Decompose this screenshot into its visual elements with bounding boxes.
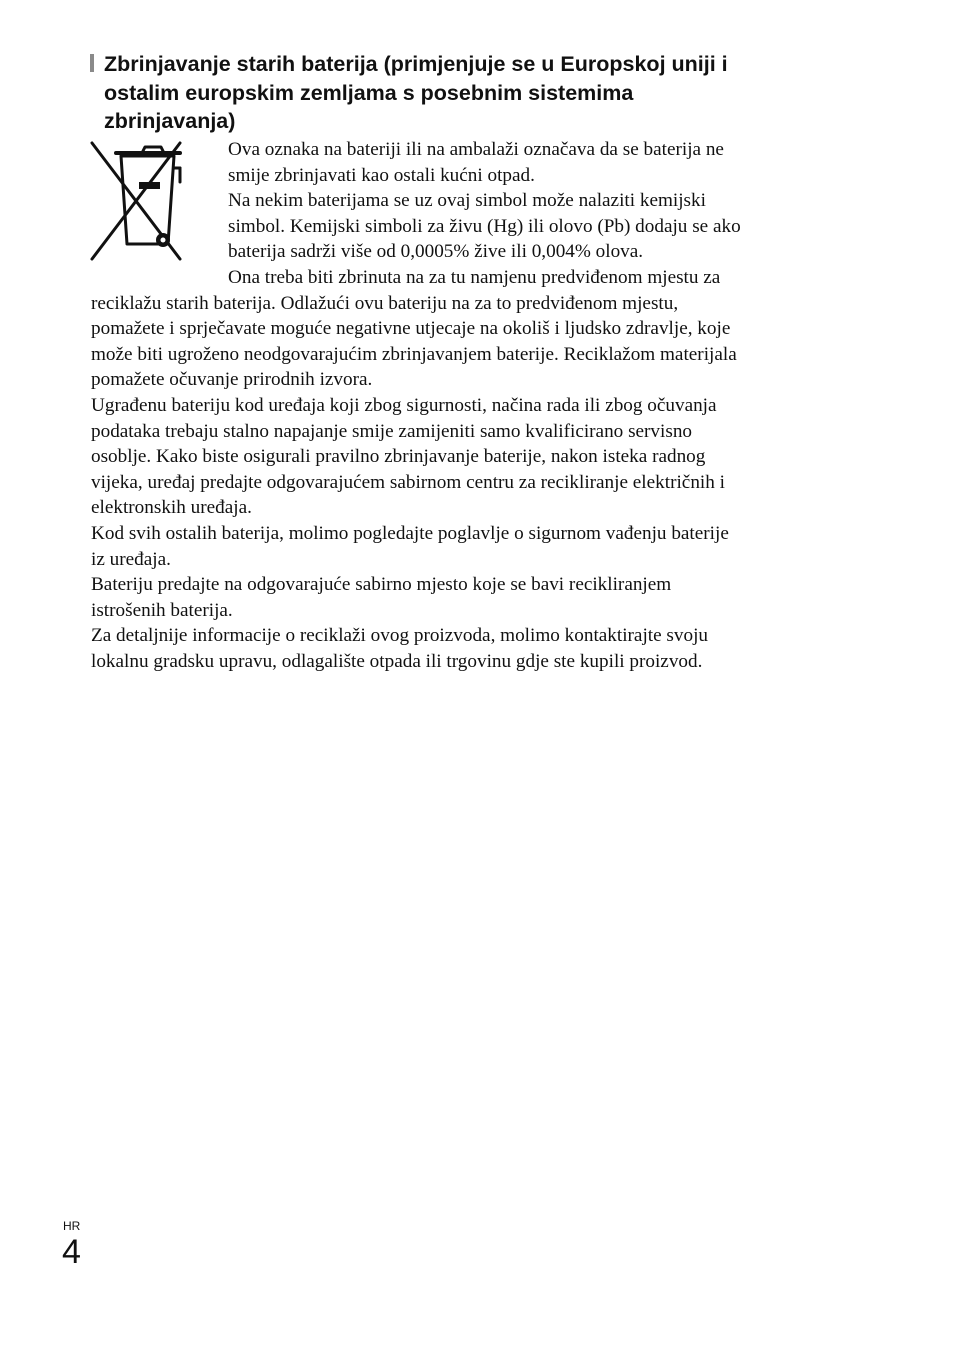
- language-code: HR: [63, 1219, 81, 1233]
- body-line: Ova oznaka na bateriji ili na ambalaži označava da se baterija ne: [228, 139, 724, 160]
- body-line: istrošenih baterija.: [91, 599, 233, 621]
- body-line: iz uređaja.: [91, 548, 171, 570]
- body-line: Na nekim baterijama se uz ovaj simbol može nalaziti kemijski: [228, 190, 706, 212]
- body-line: baterija sadrži više od 0,0005% žive ili 0,004% olova.: [228, 241, 644, 263]
- body-line: osoblje. Kako biste osigurali pravilno zbrinjavanje baterije, nakon isteka radnog: [91, 446, 706, 468]
- body-line: reciklažu starih baterija. Odlažući ovu bateriju na za to predviđenom mjestu,: [91, 292, 679, 314]
- body-line: Bateriju predajte na odgovarajuće sabirno mjesto koje se bavi recikliranjem: [91, 574, 672, 596]
- body-line: pomažete i sprječavate moguće negativne utjecaje na okoliš i ljudsko zdravlje, koje: [91, 318, 731, 340]
- body-line: Ona treba biti zbrinuta na za tu namjenu predviđenom mjestu za: [228, 266, 721, 288]
- body-line: Kod svih ostalih baterija, molimo pogledajte poglavlje o sigurnom vađenju baterije: [91, 522, 729, 544]
- body-line: Ugrađenu bateriju kod uređaja koji zbog sigurnosti, načina rada ili zbog očuvanja: [91, 394, 717, 416]
- heading-line: zbrinjavanja): [104, 109, 236, 133]
- body-line: može biti ugroženo neodgovarajućim zbrinjavanjem baterije. Reciklažom materijala: [91, 343, 737, 365]
- body-line: podataka trebaju stalno napajanje smije zamijeniti samo kvalificirano servisno: [91, 420, 693, 442]
- body-line: pomažete očuvanje prirodnih izvora.: [91, 369, 373, 391]
- heading-marker: [90, 54, 94, 72]
- heading-line: Zbrinjavanje starih baterija (primjenjuje se u Europskoj uniji i: [104, 52, 728, 76]
- body-line: smije zbrinjavati kao ostali kućni otpad.: [228, 164, 535, 186]
- heading-line: ostalim europskim zemljama s posebnim sistemima: [104, 80, 634, 105]
- page-number: 4: [62, 1233, 81, 1271]
- body-line: Za detaljnije informacije o reciklaži ovog proizvoda, molimo kontaktirajte svoju: [91, 625, 709, 647]
- body-line: elektronskih uređaja.: [91, 497, 252, 519]
- body-text: [91, 137, 851, 674]
- body-line: vijeka, uređaj predajte odgovarajućem sabirnom centru za recikliranje električnih i: [91, 471, 725, 493]
- body-line: simbol. Kemijski simboli za živu (Hg) ili olovo (Pb) dodaju se ako: [228, 215, 741, 237]
- section-heading: [90, 50, 830, 136]
- body-line: lokalnu gradsku upravu, odlagalište otpada ili trgovinu gdje ste kupili proizvod.: [91, 650, 703, 672]
